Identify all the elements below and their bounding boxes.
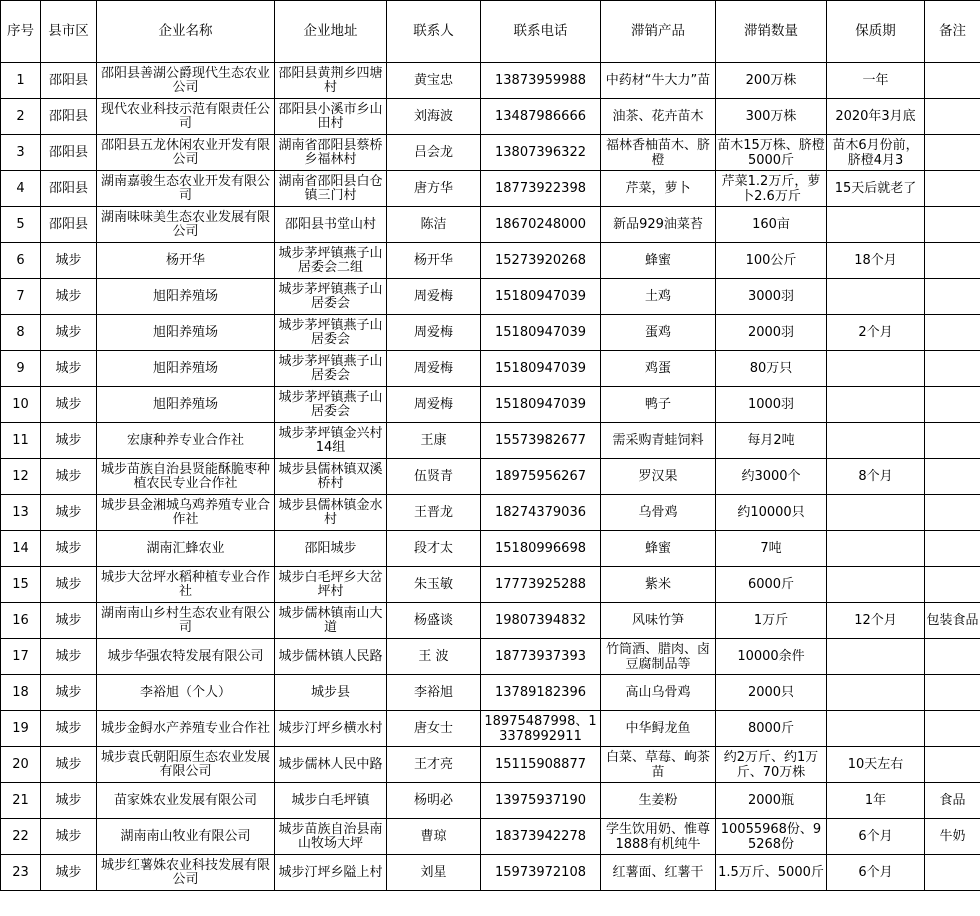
cell-county: 城步 [41, 855, 97, 891]
cell-remarks [925, 207, 980, 243]
cell-shelf-life [827, 387, 925, 423]
cell-company-address: 城步汀坪乡横水村 [275, 711, 387, 747]
cell-index: 16 [1, 603, 41, 639]
cell-product: 紫米 [601, 567, 716, 603]
cell-shelf-life [827, 279, 925, 315]
cell-remarks [925, 423, 980, 459]
cell-remarks [925, 567, 980, 603]
cell-shelf-life [827, 423, 925, 459]
cell-company-address: 城步茅坪镇燕子山居委会二组 [275, 243, 387, 279]
cell-county: 城步 [41, 531, 97, 567]
cell-phone: 13789182396 [481, 675, 601, 711]
cell-quantity: 芹菜1.2万斤，萝卜2.6万斤 [716, 171, 827, 207]
cell-company-address: 城步茅坪镇燕子山居委会 [275, 351, 387, 387]
header-company-name: 企业名称 [97, 1, 275, 63]
cell-index: 12 [1, 459, 41, 495]
cell-remarks [925, 747, 980, 783]
header-contact-person: 联系人 [387, 1, 481, 63]
cell-shelf-life [827, 639, 925, 675]
cell-contact-person: 唐女士 [387, 711, 481, 747]
cell-company-name: 城步大岔坪水稻种植专业合作社 [97, 567, 275, 603]
cell-shelf-life [827, 351, 925, 387]
cell-company-name: 旭阳养殖场 [97, 387, 275, 423]
cell-quantity: 1.5万斤、5000斤 [716, 855, 827, 891]
cell-quantity: 2000羽 [716, 315, 827, 351]
cell-contact-person: 周爱梅 [387, 279, 481, 315]
cell-county: 城步 [41, 711, 97, 747]
table-body [1, 63, 980, 891]
cell-contact-person: 李裕旭 [387, 675, 481, 711]
table-row [1, 207, 980, 243]
cell-phone: 15973972108 [481, 855, 601, 891]
cell-product: 红薯面、红薯干 [601, 855, 716, 891]
cell-company-name: 城步金鲟水产养殖专业合作社 [97, 711, 275, 747]
cell-index: 3 [1, 135, 41, 171]
cell-quantity: 8000斤 [716, 711, 827, 747]
cell-contact-person: 杨明必 [387, 783, 481, 819]
cell-company-address: 城步茅坪镇燕子山居委会 [275, 315, 387, 351]
cell-company-name: 旭阳养殖场 [97, 315, 275, 351]
cell-shelf-life [827, 711, 925, 747]
cell-company-name: 城步苗族自治县贤能酥脆枣种植农民专业合作社 [97, 459, 275, 495]
cell-phone: 15180996698 [481, 531, 601, 567]
cell-shelf-life: 18个月 [827, 243, 925, 279]
cell-index: 19 [1, 711, 41, 747]
cell-contact-person: 杨开华 [387, 243, 481, 279]
cell-contact-person: 王康 [387, 423, 481, 459]
cell-index: 21 [1, 783, 41, 819]
cell-contact-person: 吕会龙 [387, 135, 481, 171]
cell-company-name: 城步县金湘城乌鸡养殖专业合作社 [97, 495, 275, 531]
header-phone: 联系电话 [481, 1, 601, 63]
cell-county: 城步 [41, 243, 97, 279]
table-row [1, 243, 980, 279]
cell-company-address: 邵阳县小溪市乡山田村 [275, 99, 387, 135]
cell-product: 蛋鸡 [601, 315, 716, 351]
cell-index: 2 [1, 99, 41, 135]
cell-shelf-life: 苗木6月份前，脐橙4月3 [827, 135, 925, 171]
cell-index: 18 [1, 675, 41, 711]
cell-company-address: 城步茅坪镇金兴村14组 [275, 423, 387, 459]
cell-contact-person: 朱玉敏 [387, 567, 481, 603]
cell-shelf-life: 1年 [827, 783, 925, 819]
table-row [1, 387, 980, 423]
cell-county: 城步 [41, 387, 97, 423]
cell-product: 白菜、草莓、岣茶苗 [601, 747, 716, 783]
cell-county: 城步 [41, 567, 97, 603]
cell-shelf-life [827, 495, 925, 531]
table-row [1, 675, 980, 711]
cell-remarks [925, 243, 980, 279]
cell-county: 城步 [41, 783, 97, 819]
cell-phone: 13807396322 [481, 135, 601, 171]
cell-index: 7 [1, 279, 41, 315]
cell-contact-person: 刘海波 [387, 99, 481, 135]
cell-phone: 17773925288 [481, 567, 601, 603]
cell-quantity: 3000羽 [716, 279, 827, 315]
cell-contact-person: 周爱梅 [387, 315, 481, 351]
cell-county: 城步 [41, 747, 97, 783]
cell-quantity: 300万株 [716, 99, 827, 135]
cell-remarks [925, 531, 980, 567]
cell-remarks [925, 855, 980, 891]
cell-product: 芹菜，萝卜 [601, 171, 716, 207]
cell-product: 蜂蜜 [601, 531, 716, 567]
cell-remarks: 食品 [925, 783, 980, 819]
cell-remarks [925, 639, 980, 675]
cell-phone: 15180947039 [481, 279, 601, 315]
cell-product: 生姜粉 [601, 783, 716, 819]
cell-remarks [925, 99, 980, 135]
table-row [1, 135, 980, 171]
cell-product: 蜂蜜 [601, 243, 716, 279]
cell-quantity: 80万只 [716, 351, 827, 387]
cell-phone: 18975487998、13378992911 [481, 711, 601, 747]
cell-remarks: 牛奶 [925, 819, 980, 855]
cell-index: 17 [1, 639, 41, 675]
cell-quantity: 7吨 [716, 531, 827, 567]
cell-company-address: 湖南省邵阳县蔡桥乡福林村 [275, 135, 387, 171]
cell-index: 23 [1, 855, 41, 891]
cell-phone: 18975956267 [481, 459, 601, 495]
table-row [1, 315, 980, 351]
cell-contact-person: 周爱梅 [387, 351, 481, 387]
cell-remarks: 包装食品 [925, 603, 980, 639]
cell-quantity: 10055968份、95268份 [716, 819, 827, 855]
cell-index: 6 [1, 243, 41, 279]
cell-company-address: 城步茅坪镇燕子山居委会 [275, 279, 387, 315]
cell-product: 乌骨鸡 [601, 495, 716, 531]
cell-county: 城步 [41, 675, 97, 711]
cell-index: 4 [1, 171, 41, 207]
cell-phone: 15573982677 [481, 423, 601, 459]
cell-product: 风味竹笋 [601, 603, 716, 639]
cell-shelf-life: 6个月 [827, 855, 925, 891]
table-row [1, 747, 980, 783]
cell-product: 高山乌骨鸡 [601, 675, 716, 711]
cell-remarks [925, 711, 980, 747]
cell-remarks [925, 495, 980, 531]
cell-company-name: 湖南嘉骏生态农业开发有限公司 [97, 171, 275, 207]
cell-quantity: 100公斤 [716, 243, 827, 279]
cell-company-name: 城步红薯姝农业科技发展有限公司 [97, 855, 275, 891]
cell-company-address: 邵阳县黄荆乡四塘村 [275, 63, 387, 99]
cell-index: 9 [1, 351, 41, 387]
cell-contact-person: 王才亮 [387, 747, 481, 783]
cell-county: 邵阳县 [41, 135, 97, 171]
cell-county: 邵阳县 [41, 171, 97, 207]
cell-index: 10 [1, 387, 41, 423]
cell-county: 城步 [41, 459, 97, 495]
cell-company-address: 邵阳县书堂山村 [275, 207, 387, 243]
cell-contact-person: 陈洁 [387, 207, 481, 243]
cell-index: 8 [1, 315, 41, 351]
cell-product: 竹筒酒、腊肉、卤豆腐制品等 [601, 639, 716, 675]
cell-product: 鸭子 [601, 387, 716, 423]
cell-quantity: 苗木15万株、脐橙5000斤 [716, 135, 827, 171]
cell-shelf-life: 10天左右 [827, 747, 925, 783]
cell-company-address: 湖南省邵阳县白仓镇三门村 [275, 171, 387, 207]
cell-phone: 13975937190 [481, 783, 601, 819]
table-row [1, 423, 980, 459]
cell-company-address: 城步茅坪镇燕子山居委会 [275, 387, 387, 423]
table-row [1, 819, 980, 855]
cell-shelf-life [827, 207, 925, 243]
cell-county: 城步 [41, 351, 97, 387]
cell-index: 13 [1, 495, 41, 531]
header-company-address: 企业地址 [275, 1, 387, 63]
cell-shelf-life: 一年 [827, 63, 925, 99]
cell-company-address: 城步白毛坪乡大岔坪村 [275, 567, 387, 603]
cell-quantity: 10000余件 [716, 639, 827, 675]
cell-phone: 19807394832 [481, 603, 601, 639]
table-row [1, 99, 980, 135]
cell-quantity: 每月2吨 [716, 423, 827, 459]
cell-company-address: 城步县儒林镇双溪桥村 [275, 459, 387, 495]
cell-remarks [925, 63, 980, 99]
cell-remarks [925, 135, 980, 171]
cell-product: 新品929油菜苔 [601, 207, 716, 243]
cell-company-name: 旭阳养殖场 [97, 279, 275, 315]
cell-company-name: 湖南南山乡村生态农业有限公司 [97, 603, 275, 639]
cell-company-name: 李裕旭（个人） [97, 675, 275, 711]
cell-phone: 13487986666 [481, 99, 601, 135]
cell-index: 20 [1, 747, 41, 783]
cell-quantity: 2000瓶 [716, 783, 827, 819]
cell-contact-person: 唐方华 [387, 171, 481, 207]
cell-index: 15 [1, 567, 41, 603]
cell-company-name: 邵阳县善湖公爵现代生态农业公司 [97, 63, 275, 99]
cell-county: 邵阳县 [41, 99, 97, 135]
cell-county: 邵阳县 [41, 207, 97, 243]
cell-remarks [925, 315, 980, 351]
table-row [1, 63, 980, 99]
cell-phone: 18773922398 [481, 171, 601, 207]
table-row [1, 459, 980, 495]
table-row [1, 783, 980, 819]
cell-contact-person: 黄宝忠 [387, 63, 481, 99]
cell-county: 城步 [41, 315, 97, 351]
cell-quantity: 约3000个 [716, 459, 827, 495]
cell-company-name: 城步华强农特发展有限公司 [97, 639, 275, 675]
cell-company-address: 城步苗族自治县南山牧场大坪 [275, 819, 387, 855]
cell-product: 中华鲟龙鱼 [601, 711, 716, 747]
cell-shelf-life: 2020年3月底 [827, 99, 925, 135]
cell-county: 城步 [41, 279, 97, 315]
cell-shelf-life [827, 531, 925, 567]
cell-product: 罗汉果 [601, 459, 716, 495]
table-row [1, 495, 980, 531]
table-row [1, 567, 980, 603]
cell-company-address: 城步儒林镇南山大道 [275, 603, 387, 639]
cell-company-name: 湖南汇蜂农业 [97, 531, 275, 567]
cell-contact-person: 杨盛谈 [387, 603, 481, 639]
table-row [1, 531, 980, 567]
header-remarks: 备注 [925, 1, 980, 63]
cell-product: 学生饮用奶、惟尊1888有机纯牛 [601, 819, 716, 855]
table-row [1, 171, 980, 207]
cell-index: 5 [1, 207, 41, 243]
cell-remarks [925, 459, 980, 495]
cell-quantity: 6000斤 [716, 567, 827, 603]
cell-product: 鸡蛋 [601, 351, 716, 387]
table-row [1, 351, 980, 387]
cell-product: 油茶、花卉苗木 [601, 99, 716, 135]
cell-shelf-life: 2个月 [827, 315, 925, 351]
cell-contact-person: 伍贤青 [387, 459, 481, 495]
cell-quantity: 2000只 [716, 675, 827, 711]
cell-contact-person: 王 波 [387, 639, 481, 675]
cell-remarks [925, 351, 980, 387]
cell-county: 城步 [41, 423, 97, 459]
header-product: 滞销产品 [601, 1, 716, 63]
cell-remarks [925, 675, 980, 711]
cell-phone: 15273920268 [481, 243, 601, 279]
cell-phone: 15115908877 [481, 747, 601, 783]
cell-company-name: 宏康种养专业合作社 [97, 423, 275, 459]
cell-contact-person: 王晋龙 [387, 495, 481, 531]
cell-county: 城步 [41, 819, 97, 855]
cell-shelf-life: 12个月 [827, 603, 925, 639]
cell-product: 福林香柚苗木、脐橙 [601, 135, 716, 171]
cell-company-address: 城步儒林人民中路 [275, 747, 387, 783]
header-row [1, 1, 980, 63]
table-row [1, 855, 980, 891]
cell-quantity: 1000羽 [716, 387, 827, 423]
cell-county: 城步 [41, 639, 97, 675]
cell-quantity: 1万斤 [716, 603, 827, 639]
cell-company-address: 城步县 [275, 675, 387, 711]
cell-shelf-life: 8个月 [827, 459, 925, 495]
cell-remarks [925, 279, 980, 315]
cell-quantity: 160亩 [716, 207, 827, 243]
cell-phone: 18373942278 [481, 819, 601, 855]
header-index: 序号 [1, 1, 41, 63]
cell-company-address: 城步汀坪乡隘上村 [275, 855, 387, 891]
cell-company-address: 城步白毛坪镇 [275, 783, 387, 819]
cell-shelf-life [827, 675, 925, 711]
cell-company-address: 城步儒林镇人民路 [275, 639, 387, 675]
cell-phone: 18773937393 [481, 639, 601, 675]
cell-company-name: 旭阳养殖场 [97, 351, 275, 387]
cell-contact-person: 刘星 [387, 855, 481, 891]
cell-shelf-life [827, 567, 925, 603]
cell-county: 城步 [41, 495, 97, 531]
cell-company-name: 城步袁氏朝阳原生态农业发展有限公司 [97, 747, 275, 783]
cell-quantity: 200万株 [716, 63, 827, 99]
cell-remarks [925, 171, 980, 207]
cell-county: 城步 [41, 603, 97, 639]
cell-company-name: 苗家姝农业发展有限公司 [97, 783, 275, 819]
cell-index: 14 [1, 531, 41, 567]
header-shelf-life: 保质期 [827, 1, 925, 63]
cell-index: 11 [1, 423, 41, 459]
cell-county: 邵阳县 [41, 63, 97, 99]
cell-quantity: 约10000只 [716, 495, 827, 531]
cell-company-name: 杨开华 [97, 243, 275, 279]
cell-product: 需采购青蛙饲料 [601, 423, 716, 459]
table-row [1, 279, 980, 315]
cell-company-name: 湖南南山牧业有限公司 [97, 819, 275, 855]
table-row [1, 639, 980, 675]
cell-phone: 18274379036 [481, 495, 601, 531]
cell-company-address: 城步县儒林镇金水村 [275, 495, 387, 531]
cell-contact-person: 周爱梅 [387, 387, 481, 423]
table-row [1, 603, 980, 639]
cell-contact-person: 段才太 [387, 531, 481, 567]
cell-quantity: 约2万斤、约1万斤、70万株 [716, 747, 827, 783]
cell-company-address: 邵阳城步 [275, 531, 387, 567]
header-county: 县市区 [41, 1, 97, 63]
cell-contact-person: 曹琼 [387, 819, 481, 855]
cell-phone: 13873959988 [481, 63, 601, 99]
cell-product: 中药材“牛大力”苗 [601, 63, 716, 99]
cell-remarks [925, 387, 980, 423]
cell-phone: 15180947039 [481, 315, 601, 351]
table-row [1, 711, 980, 747]
cell-shelf-life: 15天后就老了 [827, 171, 925, 207]
cell-shelf-life: 6个月 [827, 819, 925, 855]
cell-company-name: 邵阳县五龙休闲农业开发有限公司 [97, 135, 275, 171]
cell-phone: 18670248000 [481, 207, 601, 243]
cell-phone: 15180947039 [481, 351, 601, 387]
cell-index: 22 [1, 819, 41, 855]
cell-index: 1 [1, 63, 41, 99]
cell-company-name: 湖南味味美生态农业发展有限公司 [97, 207, 275, 243]
cell-phone: 15180947039 [481, 387, 601, 423]
header-quantity: 滞销数量 [716, 1, 827, 63]
cell-company-name: 现代农业科技示范有限责任公司 [97, 99, 275, 135]
cell-product: 土鸡 [601, 279, 716, 315]
